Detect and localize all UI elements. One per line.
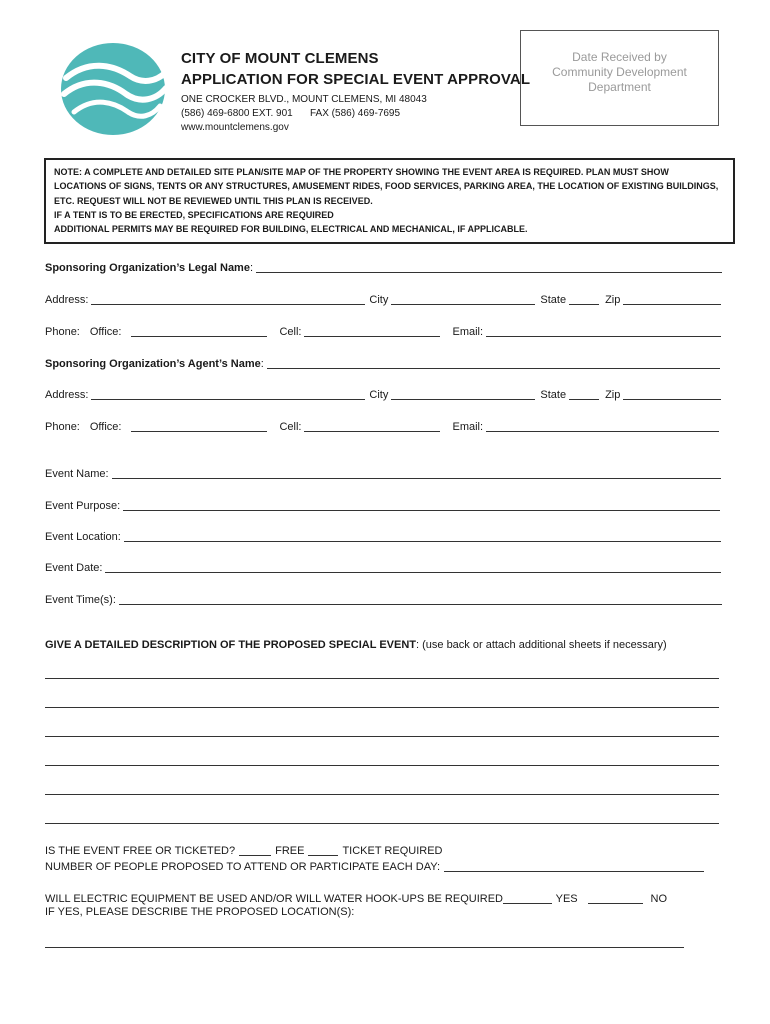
event-date-field[interactable]: [105, 562, 721, 573]
event-location-label: Event Location:: [45, 531, 121, 543]
note-line: ADDITIONAL PERMITS MAY BE REQUIRED FOR BUILDING, ELECTRICAL AND MECHANICAL, IF APPLICABLE.: [54, 224, 528, 235]
agent-phone-row: [45, 417, 719, 433]
city-phone: (586) 469-6800 EXT. 901: [181, 108, 293, 119]
agent-office-phone-field[interactable]: [131, 421, 267, 432]
event-times-row: [45, 590, 722, 606]
org-cell-phone-field[interactable]: [304, 326, 440, 337]
page-title-application: APPLICATION FOR SPECIAL EVENT APPROVAL: [181, 71, 531, 88]
office-label: Office:: [89, 326, 122, 338]
event-times-label: Event Time(s):: [45, 594, 116, 606]
event-name-label: Event Name:: [45, 468, 109, 480]
org-agent-name-row: Sponsoring Organization’s Agent’s Name :: [45, 354, 720, 370]
agent-address-field[interactable]: [91, 389, 365, 400]
event-purpose-field[interactable]: [123, 500, 720, 511]
ticket-required-label: TICKET REQUIRED: [342, 845, 443, 857]
agent-email-field[interactable]: [486, 421, 719, 432]
event-purpose-row: [45, 496, 720, 512]
org-agent-name-label: Sponsoring Organization’s Agent’s Name: [45, 358, 261, 370]
free-or-ticketed-label: IS THE EVENT FREE OR TICKETED?: [45, 845, 236, 857]
state-label: State: [540, 389, 567, 401]
agent-cell-phone-field[interactable]: [304, 421, 440, 432]
zip-label: Zip: [605, 389, 621, 401]
description-line[interactable]: [45, 707, 719, 708]
event-date-label: Event Date:: [45, 562, 103, 574]
event-name-field[interactable]: [112, 468, 721, 479]
electric-yes-field[interactable]: [503, 893, 552, 904]
org-phone-row: [45, 322, 721, 338]
address-label: Address:: [45, 294, 89, 306]
description-line[interactable]: [45, 765, 719, 766]
event-location-field[interactable]: [124, 531, 721, 542]
org-address-row: [45, 290, 721, 306]
event-purpose-label: Event Purpose:: [45, 500, 121, 512]
org-address-field[interactable]: [91, 294, 365, 305]
describe-location-label: IF YES, PLEASE DESCRIBE THE PROPOSED LOCATION(S):: [45, 906, 355, 918]
event-name-row: [45, 464, 721, 480]
note-line: NOTE: A COMPLETE AND DETAILED SITE PLAN/SITE MAP OF THE PROPERTY SHOWING THE EVENT AREA IS REQUIRED. PLAN MUST SHOW: [54, 167, 669, 177]
org-state-field[interactable]: [569, 294, 599, 305]
description-hint: : (use back or attach additional sheets if necessary): [416, 639, 667, 651]
org-city-field[interactable]: [391, 294, 535, 305]
date-box-line3: Department: [588, 80, 651, 94]
phone-label: Phone:: [45, 326, 80, 338]
zip-label: Zip: [605, 294, 621, 306]
description-line[interactable]: [45, 678, 719, 679]
city-waves-logo: [60, 42, 170, 138]
page-title-city: CITY OF MOUNT CLEMENS: [181, 50, 379, 67]
agent-zip-field[interactable]: [623, 389, 721, 400]
office-label: Office:: [89, 421, 122, 433]
city-fax: FAX (586) 469-7695: [310, 108, 401, 119]
note-line: ETC. REQUEST WILL NOT BE REVIEWED UNTIL THIS PLAN IS RECEIVED.: [54, 195, 373, 206]
phone-label: Phone:: [45, 421, 80, 433]
org-legal-name-row: Sponsoring Organization’s Legal Name :: [45, 258, 722, 274]
note-line: LOCATIONS OF SIGNS, TENTS OR ANY STRUCTURES, AMUSEMENT RIDES, FOOD SERVICES, PARKING AREA, THE LOCATION OF EXISTING BUILDINGS,: [54, 181, 719, 192]
yes-label: YES: [555, 893, 578, 905]
org-agent-name-field[interactable]: [267, 358, 720, 369]
city-label: City: [369, 294, 389, 306]
org-email-field[interactable]: [486, 326, 721, 337]
agent-state-field[interactable]: [569, 389, 599, 400]
city-label: City: [369, 389, 389, 401]
agent-city-field[interactable]: [391, 389, 535, 400]
org-zip-field[interactable]: [623, 294, 721, 305]
org-legal-name-label: Sponsoring Organization’s Legal Name: [45, 262, 250, 274]
free-field[interactable]: [239, 845, 271, 856]
number-people-label: NUMBER OF PEOPLE PROPOSED TO ATTEND OR PARTICIPATE EACH DAY:: [45, 861, 441, 873]
email-label: Email:: [452, 326, 484, 338]
date-box-line1: Date Received by: [572, 50, 667, 64]
free-label: FREE: [275, 845, 305, 857]
description-title: GIVE A DETAILED DESCRIPTION OF THE PROPOSED SPECIAL EVENT: [45, 639, 416, 651]
electric-question-row: [45, 889, 670, 905]
number-people-row: [45, 857, 704, 873]
email-label: Email:: [452, 421, 484, 433]
state-label: State: [540, 294, 567, 306]
cell-label: Cell:: [279, 421, 302, 433]
no-label: NO: [650, 893, 667, 905]
description-line[interactable]: [45, 736, 719, 737]
description-line[interactable]: [45, 794, 719, 795]
date-box-line2: Community Development: [552, 65, 687, 79]
location-description-line[interactable]: [45, 947, 684, 948]
event-location-row: [45, 527, 721, 543]
org-legal-name-field[interactable]: [256, 262, 722, 273]
agent-address-row: [45, 385, 721, 401]
free-or-ticketed-row: [45, 841, 445, 857]
org-office-phone-field[interactable]: [131, 326, 267, 337]
event-times-field[interactable]: [119, 594, 722, 605]
address-label: Address:: [45, 389, 89, 401]
date-received-box: [520, 30, 719, 126]
note-box: [44, 158, 735, 244]
electric-question-label: WILL ELECTRIC EQUIPMENT BE USED AND/OR WILL WATER HOOK-UPS BE REQUIRED: [45, 893, 503, 905]
city-website[interactable]: www.mountclemens.gov: [181, 122, 289, 133]
ticket-required-field[interactable]: [308, 845, 338, 856]
cell-label: Cell:: [279, 326, 302, 338]
event-date-row: [45, 558, 721, 574]
number-people-field[interactable]: [444, 861, 704, 872]
note-line: IF A TENT IS TO BE ERECTED, SPECIFICATIONS ARE REQUIRED: [54, 209, 334, 220]
electric-no-field[interactable]: [588, 893, 643, 904]
description-line[interactable]: [45, 823, 719, 824]
city-address: ONE CROCKER BLVD., MOUNT CLEMENS, MI 48043: [181, 94, 427, 105]
description-heading: [45, 639, 667, 651]
